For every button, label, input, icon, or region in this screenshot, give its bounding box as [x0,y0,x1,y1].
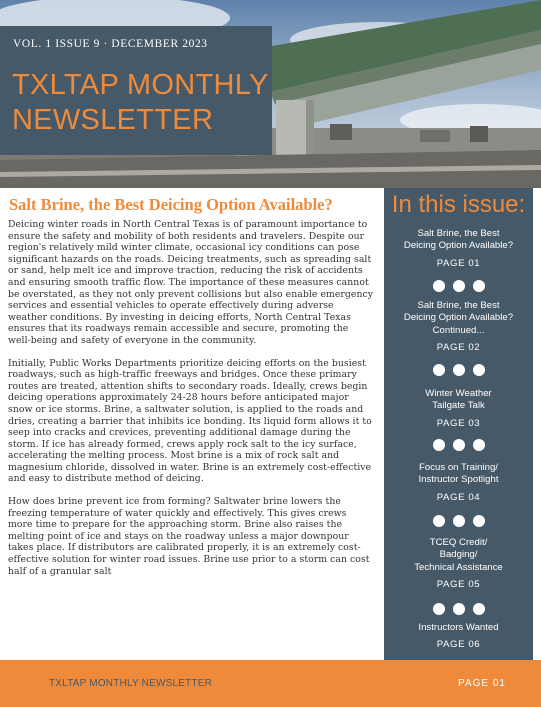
dot-icon [433,364,445,376]
footer-newsletter-name: TXLTAP MONTHLY NEWSLETTER [49,678,212,689]
dots-divider [384,438,533,456]
dot-icon [473,280,485,292]
dot-icon [473,515,485,527]
toc-item-page: PAGE 01 [436,257,481,269]
toc-item-page: PAGE 03 [436,417,481,429]
newsletter-title-line2: NEWSLETTER [12,104,214,136]
dot-icon [473,439,485,451]
toc-item-4[interactable] [384,462,533,503]
toc-item-label: TCEQ Credit/ Badging/ Technical Assistance [414,537,503,573]
toc-item-page: PAGE 05 [436,579,481,591]
toc-item-6[interactable] [384,622,533,650]
toc-item-label: Salt Brine, the Best Deicing Option Available? Continued... [403,300,514,336]
title-panel [0,26,272,155]
dot-icon [433,515,445,527]
footer-page-number: PAGE 01 [458,678,506,689]
dots-divider [384,363,533,381]
toc-item-page: PAGE 02 [436,342,481,354]
dot-icon [453,280,465,292]
toc-item-2[interactable] [384,300,533,353]
toc-item-label: Winter Weather Tailgate Talk [425,388,492,412]
footer [0,660,541,707]
dot-icon [453,603,465,615]
dot-icon [453,439,465,451]
dot-icon [433,280,445,292]
article-title: Salt Brine, the Best Deicing Option Available? [9,195,333,214]
toc-item-1[interactable] [384,228,533,269]
issue-line: VOL. 1 ISSUE 9 · DECEMBER 2023 [13,38,208,50]
dots-divider [384,602,533,620]
dot-icon [453,364,465,376]
dot-icon [473,364,485,376]
toc-heading: In this issue: [391,191,526,218]
toc-item-label: Salt Brine, the Best Deicing Option Available? [403,228,514,252]
article-paragraph-1: Deicing winter roads in North Central Texas is of paramount importance to ensure the safety and mobility of both residents and travelers. Despite our region's relatively mild winter climate, occasional icy conditions can pose significant hazards on the roads. Deicing treatments, such as spreading salt or sand, help melt ice and improve traction, reducing the risk of accidents and ensuring smooth traffic flow. The importance of these measures cannot be overstated, as they not only prevent collisions but also enable emergency services and essential vehicles to operate effectively during adverse weather conditions. By investing in deicing efforts, North Central Texas ensures that its roadways remain accessible and secure, promoting the well-being and safety of everyone in the community. [8,219,374,346]
toc-item-page: PAGE 04 [436,491,481,503]
article-paragraph-2: Initially, Public Works Departments prioritize deicing efforts on the busiest roadways, such as high-traffic freeways and bridges. Once these primary routes are treated, attention shifts to secondary roads. Ideally, crews begin deicing operations approximately 24-28 hours before anticipated major snow or ice storms. Brine, a saltwater solution, is applied to the roads and dries, creating a barrier that inhibits ice bonding. Its liquid form allows it to seep into cracks and crevices, preventing additional damage during the storm. If ice has already formed, crews apply rock salt to the icy surface, accelerating the melting process. Most brine is a mix of rock salt and magnesium chloride, dissolved in water. Brine is an extremely cost-effective and easy to distribute method of deicing. [8,357,372,485]
dot-icon [473,603,485,615]
newsletter-title-line1: TXLTAP MONTHLY [12,69,269,101]
dots-divider [384,279,533,297]
toc-item-3[interactable] [384,388,533,429]
sidebar [382,188,541,660]
toc-item-5[interactable] [384,537,533,590]
main-article [0,188,382,660]
toc-item-label: Focus on Training/ Instructor Spotlight [418,462,499,486]
header-photo [0,0,541,188]
toc-item-label: Instructors Wanted [418,622,499,633]
toc-panel [384,188,533,660]
article-paragraph-3: How does brine prevent ice from forming? Saltwater brine lowers the freezing temperature of water quickly and effectively. This gives crews more time to prepare for the approaching storm. Brine also raises the melting point of ice and stays on the roadway unless a major downpour takes place. If distributors are calibrated properly, it is an extremely cost-effective solution for winter road issues. Brine use prior to a storm can cost half of a granular salt [8,496,370,577]
dots-divider [384,514,533,532]
newsletter-title [12,68,269,138]
dot-icon [433,439,445,451]
dot-icon [433,603,445,615]
dot-icon [453,515,465,527]
toc-item-page: PAGE 06 [436,639,481,651]
